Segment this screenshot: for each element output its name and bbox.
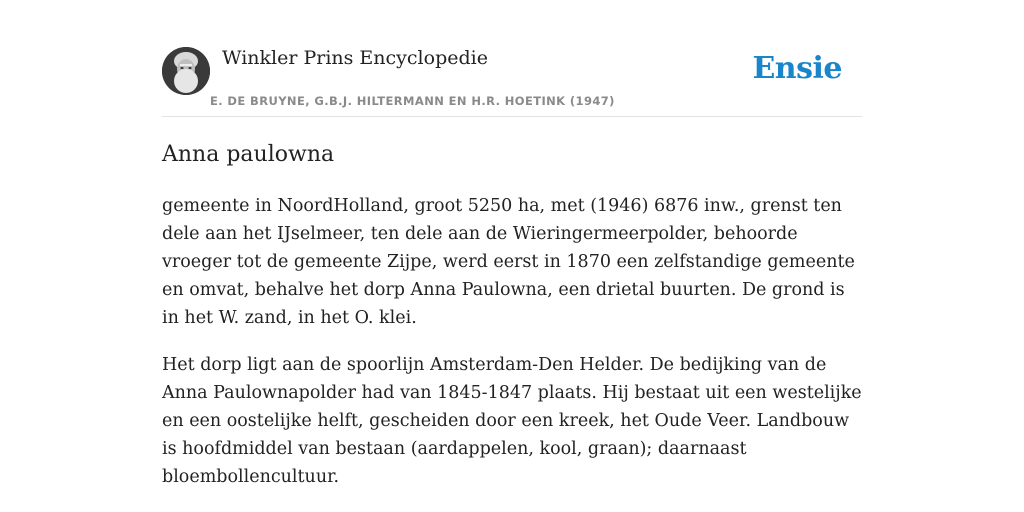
portrait-graphic <box>162 47 210 95</box>
page-container <box>162 0 862 487</box>
article-paragraph: gemeente in NoordHolland, groot 5250 ha, met (1946) 6876 inw., grenst ten dele aan het IJselmeer, ten dele aan de Wieringermeerpolder, behoorde vroeger tot de gemeente Zijpe, werd eerst in 1870 een zelfstandige gemeente en omvat, behalve het dorp Anna Paulowna, een drietal buurten. De grond is in het W. zand, in het O. klei. <box>162 196 855 328</box>
author-portrait-icon[interactable] <box>162 47 210 95</box>
publication-authors: E. DE BRUYNE, G.B.J. HILTERMANN EN H.R. HOETINK (1947) <box>210 94 615 108</box>
article-title: Anna paulowna <box>162 142 335 167</box>
brand-logo-link[interactable]: Ensie <box>752 51 842 86</box>
article-body <box>162 192 862 510</box>
publication-title[interactable]: Winkler Prins Encyclopedie <box>222 47 488 69</box>
article-paragraph: Het dorp ligt aan de spoorlijn Amsterdam-Den Helder. De bedijking van de Anna Paulownapolder had van 1845-1847 plaats. Hij bestaat uit een westelijke en een oostelijke helft, gescheiden door een kreek, het Oude Veer. Landbouw is hoofdmiddel van bestaan (aardappelen, kool, graan); daarnaast bloembollencultuur. <box>162 355 862 487</box>
publication-header <box>162 0 862 117</box>
